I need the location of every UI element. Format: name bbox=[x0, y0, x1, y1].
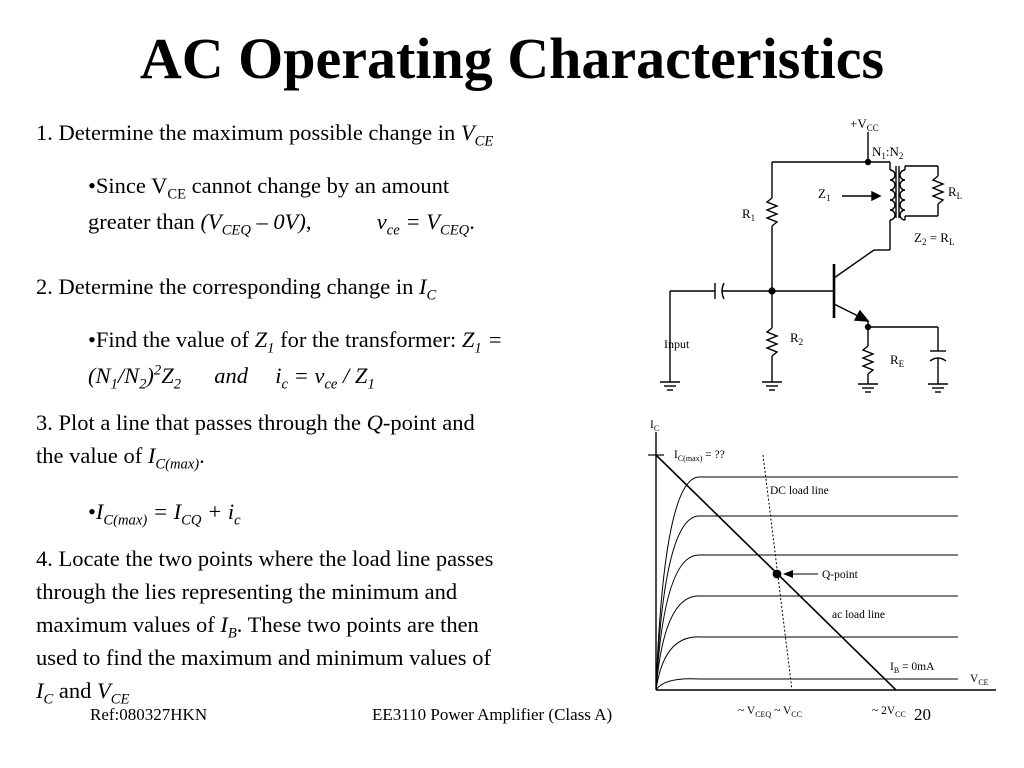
ib-curve bbox=[656, 679, 958, 690]
node-base bbox=[768, 287, 775, 294]
vce-axis-label: $V_{CE}$ bbox=[970, 673, 989, 687]
step-2-symbol: $I_C$ bbox=[419, 274, 437, 304]
step-2-number: 2. bbox=[36, 274, 53, 299]
footer-ref: Ref:080327HKN bbox=[90, 705, 208, 724]
q-point-marker bbox=[773, 570, 782, 579]
ib-zero-label: $I_B = 0mA$ bbox=[890, 661, 935, 675]
r2-label: $R_2$ bbox=[790, 330, 804, 347]
q-point-label: Q-point bbox=[822, 569, 858, 581]
ib-curve bbox=[656, 477, 958, 690]
vcc-label: $+V_{CC}$ bbox=[850, 116, 879, 133]
r1-label: $R_1$ bbox=[742, 206, 756, 223]
step-1-text: Determine the maximum possible change in bbox=[58, 120, 456, 145]
step-2-text: Determine the corresponding change in bbox=[58, 274, 414, 299]
amplifier-schematic bbox=[640, 108, 980, 408]
load-line-graph bbox=[640, 412, 1010, 726]
footer-page-number: 20 bbox=[914, 705, 931, 724]
step-1-symbol: $V_{CE}$ bbox=[460, 120, 494, 150]
step-1 bbox=[36, 116, 493, 149]
rl-label: $R_L$ bbox=[948, 184, 963, 201]
node-vcc bbox=[865, 159, 871, 165]
ic-axis-label: $I_C$ bbox=[650, 419, 660, 433]
ib-curve bbox=[656, 596, 958, 690]
step-2-bullet: •Find the value of $Z_1$ for the transformer: $Z_1$ = $(N_1/N_2)^2Z_2$ and $i_c = v_{ce} / Z_1$ bbox=[88, 327, 503, 393]
step-2 bbox=[36, 270, 436, 303]
dc-load-line-label: DC load line bbox=[770, 485, 829, 497]
node-emitter bbox=[865, 324, 871, 330]
turns-ratio-label: $N_1:N_2$ bbox=[872, 144, 904, 161]
step-3-bullet: $•I_{C(max)} = I_{CQ} + i_c$ bbox=[88, 499, 241, 529]
input-label: Input bbox=[664, 337, 690, 351]
vceq-vcc-tick-label: ~ $V_{CEQ}$ ~ $V_{CC}$ bbox=[738, 705, 802, 719]
2vcc-tick-label: ~ $2V_{CC}$ bbox=[872, 705, 906, 719]
ac-load-line-label: ac load line bbox=[832, 609, 886, 621]
re-label: $R_E$ bbox=[890, 352, 905, 369]
slide-title: AC Operating Characteristics bbox=[139, 26, 885, 91]
step-4: 4. Locate the two points where the load line passes through the lies representing the minimum and maximum values of $I_B$. These two points are then used to find the maximum and minimum values of $I_C$ and $V_{CE}$ bbox=[36, 546, 494, 708]
icmax-label: $I_{C(max)}$ = ?? bbox=[674, 449, 725, 463]
footer-course: EE3110 Power Amplifier (Class A) bbox=[372, 705, 613, 724]
step-1-number: 1. bbox=[36, 120, 53, 145]
step-1-bullet: •Since $V_{CE}$ cannot change by an amount greater than $(V_{CEQ} - 0V)$, $v_{ce} = V_{CEQ}$. bbox=[88, 173, 475, 239]
step-3: 3. Plot a line that passes through the Q-point and the value of $I_{C(max)}$. bbox=[36, 410, 475, 473]
z1-label: $Z_1$ bbox=[818, 186, 831, 203]
z2-label: $Z_2 = R_L$ bbox=[914, 230, 955, 247]
